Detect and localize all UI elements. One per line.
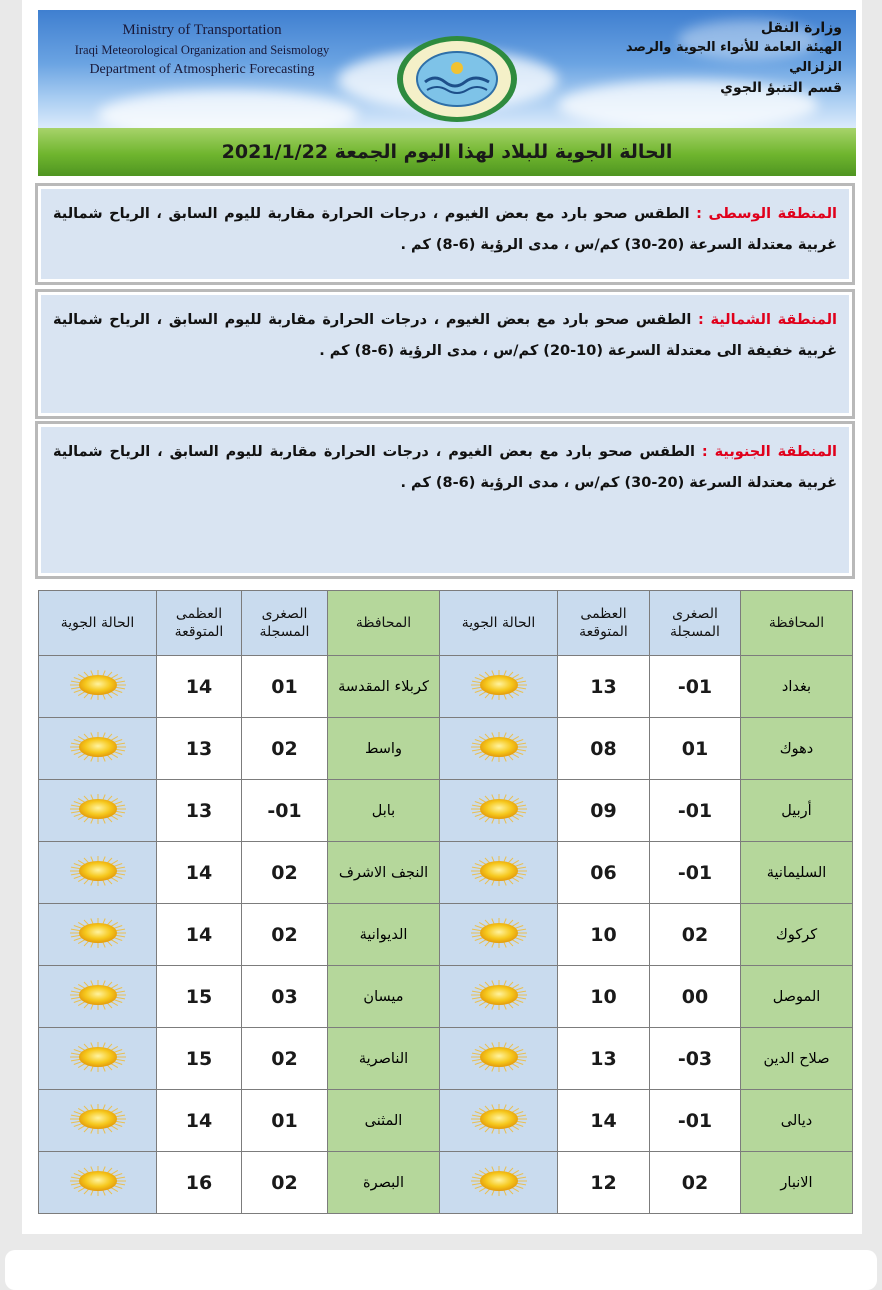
province-cell [328,780,440,842]
max-temp-value: 15 [185,1047,213,1070]
table-header-row [39,591,853,656]
max-temp-value: 14 [185,861,213,884]
ministry-name-ar: وزارة النقل [760,20,842,36]
weather-cell [39,966,157,1028]
max-temp-value: 13 [185,737,213,760]
max-temp-value: 13 [590,1047,617,1070]
region-label: المنطقة الشمالية : [698,312,838,328]
min-temp-cell [242,780,328,842]
min-temp-cell [650,656,741,718]
max-temp-value: 09 [590,799,617,822]
max-temp-cell [558,1090,650,1152]
max-temp-value: 10 [590,923,617,946]
max-temp-value: 14 [185,1109,213,1132]
sun-icon [68,1103,128,1135]
department-name-ar: قسم التنبؤ الجوي [720,80,842,96]
max-temp-cell [157,780,242,842]
max-temp-value: 12 [590,1171,617,1194]
region-north [38,292,852,416]
region-label: المنطقة الجنوبية : [701,444,837,460]
province-value: الموصل [772,988,821,1005]
min-temp-value: -01 [677,861,713,884]
province-cell [741,1028,853,1090]
province-cell [328,718,440,780]
province-value: بابل [371,802,396,819]
header-province: المحافظة [741,591,853,656]
header-weather: الحالة الجوية [39,591,157,656]
max-temp-cell [558,966,650,1028]
max-temp-cell [157,1028,242,1090]
table-row [39,656,853,718]
weather-cell [39,780,157,842]
province-value: كربلاء المقدسة [338,678,429,695]
min-temp-value: 00 [681,985,709,1008]
min-temp-value: 02 [681,1171,709,1194]
max-temp-cell [157,718,242,780]
english-header [52,20,352,80]
min-temp-value: 01 [271,1109,298,1132]
max-temp-cell [157,904,242,966]
min-temp-cell [242,656,328,718]
header-banner [38,10,856,128]
min-temp-cell [242,718,328,780]
weather-cell [39,842,157,904]
province-cell [328,842,440,904]
sun-icon [68,1165,128,1197]
province-value: ديالى [780,1112,813,1129]
weather-cell [39,1028,157,1090]
min-temp-value: 01 [681,737,709,760]
min-temp-cell [242,966,328,1028]
min-temp-cell [650,718,741,780]
province-value: كركوك [775,926,818,943]
sun-icon [68,855,128,887]
min-temp-cell [242,1152,328,1214]
weather-cell [39,1152,157,1214]
header-min: الصغرى المسجلة [242,591,328,656]
table-row [39,1028,853,1090]
min-temp-value: -01 [677,675,713,698]
province-cell [328,1028,440,1090]
min-temp-cell [242,842,328,904]
region-south-text [53,437,837,499]
sun-icon [68,1041,128,1073]
weather-cell [39,718,157,780]
min-temp-value: 02 [271,861,298,884]
temperature-table [38,590,853,1214]
next-page-card [5,1250,877,1290]
max-temp-value: 16 [185,1171,213,1194]
province-value: واسط [365,740,402,757]
province-value: الانبار [780,1174,813,1191]
header-max: العظمى المتوقعة [157,591,242,656]
min-temp-value: 02 [271,737,298,760]
table-row [39,842,853,904]
province-cell [328,966,440,1028]
bulletin-title-bar [38,128,856,176]
table-row [39,1090,853,1152]
min-temp-value: 02 [271,923,298,946]
min-temp-value: 02 [271,1047,298,1070]
table-row [39,1152,853,1214]
min-temp-value: 03 [271,985,298,1008]
weather-cell [440,904,558,966]
province-cell [741,842,853,904]
weather-cell [39,904,157,966]
province-cell [741,904,853,966]
min-temp-cell [242,1090,328,1152]
region-label: المنطقة الوسطى : [696,206,837,222]
region-north-text [53,305,837,367]
max-temp-value: 06 [590,861,617,884]
sun-icon [469,1165,529,1197]
min-temp-cell [650,1152,741,1214]
sun-icon [68,917,128,949]
table-row [39,718,853,780]
max-temp-value: 15 [185,985,213,1008]
region-forecast: الطقس صحو بارد مع بعض الغيوم ، درجات الحرارة مقاربة لليوم السابق ، الرياح شمالية غربية خفيفة الى معتدلة السرعة (10-20) كم/س ، مدى الرؤية (6-8) كم . [53,312,837,359]
department-name-en: Department of Atmospheric Forecasting [89,62,315,77]
province-cell [741,966,853,1028]
min-temp-cell [650,904,741,966]
province-value: السليمانية [766,864,827,881]
weather-cell [39,1090,157,1152]
max-temp-cell [157,842,242,904]
max-temp-cell [558,656,650,718]
min-temp-value: -03 [677,1047,713,1070]
sun-icon [68,793,128,825]
province-cell [741,1152,853,1214]
max-temp-value: 13 [185,799,213,822]
province-value: البصرة [363,1174,404,1191]
region-forecast: الطقس صحو بارد مع بعض الغيوم ، درجات الحرارة مقاربة لليوم السابق ، الرياح شمالية غربية معتدلة السرعة (20-30) كم/س ، مدى الرؤية (6-8) كم . [53,444,837,491]
max-temp-value: 13 [590,675,617,698]
province-value: دهوك [779,740,814,757]
weather-cell [39,656,157,718]
min-temp-value: 02 [681,923,709,946]
province-cell [328,656,440,718]
min-temp-value: 02 [271,1171,298,1194]
province-cell [328,904,440,966]
ministry-name-en: Ministry of Transportation [122,22,282,38]
province-value: المثنى [364,1112,403,1129]
header-max: العظمى المتوقعة [558,591,650,656]
max-temp-cell [157,656,242,718]
province-value: بغداد [781,678,812,695]
max-temp-cell [157,1152,242,1214]
header-province: المحافظة [328,591,440,656]
sun-icon [469,1103,529,1135]
province-cell [741,656,853,718]
weather-cell [440,966,558,1028]
table-row [39,904,853,966]
region-central-text [53,199,837,261]
min-temp-cell [242,1028,328,1090]
sun-icon [68,669,128,701]
max-temp-value: 10 [590,985,617,1008]
sun-icon [469,793,529,825]
max-temp-value: 14 [185,923,213,946]
bulletin-title: الحالة الجوية للبلاد لهذا اليوم الجمعة 2021/1/22 [221,141,673,163]
sun-icon [469,731,529,763]
sun-icon [469,1041,529,1073]
sun-icon [469,855,529,887]
region-central [38,186,852,282]
max-temp-cell [558,1028,650,1090]
arabic-header [582,18,842,98]
province-value: الديوانية [359,926,408,943]
min-temp-cell [650,1028,741,1090]
province-value: ميسان [363,988,404,1005]
max-temp-value: 08 [590,737,617,760]
sun-icon [68,979,128,1011]
province-cell [741,780,853,842]
max-temp-cell [157,1090,242,1152]
max-temp-cell [558,718,650,780]
header-min: الصغرى المسجلة [650,591,741,656]
province-cell [328,1152,440,1214]
region-south [38,424,852,576]
province-cell [328,1090,440,1152]
sun-icon [469,979,529,1011]
province-cell [741,1090,853,1152]
min-temp-value: -01 [677,799,713,822]
max-temp-value: 14 [185,675,213,698]
min-temp-value: -01 [267,799,302,822]
min-temp-cell [650,1090,741,1152]
weather-cell [440,718,558,780]
province-value: النجف الاشرف [338,864,429,881]
min-temp-cell [242,904,328,966]
max-temp-cell [157,966,242,1028]
sun-icon [469,669,529,701]
max-temp-cell [558,780,650,842]
province-value: أربيل [781,802,812,819]
max-temp-cell [558,904,650,966]
table-row [39,966,853,1028]
organization-logo [395,34,519,124]
header-weather: الحالة الجوية [440,591,558,656]
sun-icon [68,731,128,763]
weather-cell [440,1090,558,1152]
max-temp-cell [558,1152,650,1214]
table-row [39,780,853,842]
sun-icon [469,917,529,949]
province-value: صلاح الدين [763,1050,830,1067]
weather-cell [440,656,558,718]
weather-cell [440,1152,558,1214]
weather-cell [440,842,558,904]
min-temp-cell [650,780,741,842]
min-temp-cell [650,842,741,904]
min-temp-value: 01 [271,675,298,698]
min-temp-value: -01 [677,1109,713,1132]
organization-name-en: Iraqi Meteorological Organization and Seismology [74,43,330,57]
weather-cell [440,780,558,842]
max-temp-value: 14 [590,1109,617,1132]
max-temp-cell [558,842,650,904]
organization-name-ar: الهيئة العامة للأنواء الجوية والرصد الزلزالي [625,40,842,75]
min-temp-cell [650,966,741,1028]
region-forecast: الطقس صحو بارد مع بعض الغيوم ، درجات الحرارة مقاربة لليوم السابق ، الرياح شمالية غربية معتدلة السرعة (20-30) كم/س ، مدى الرؤية (6-8) كم . [53,206,837,253]
province-cell [741,718,853,780]
weather-cell [440,1028,558,1090]
province-value: الناصرية [358,1050,409,1067]
